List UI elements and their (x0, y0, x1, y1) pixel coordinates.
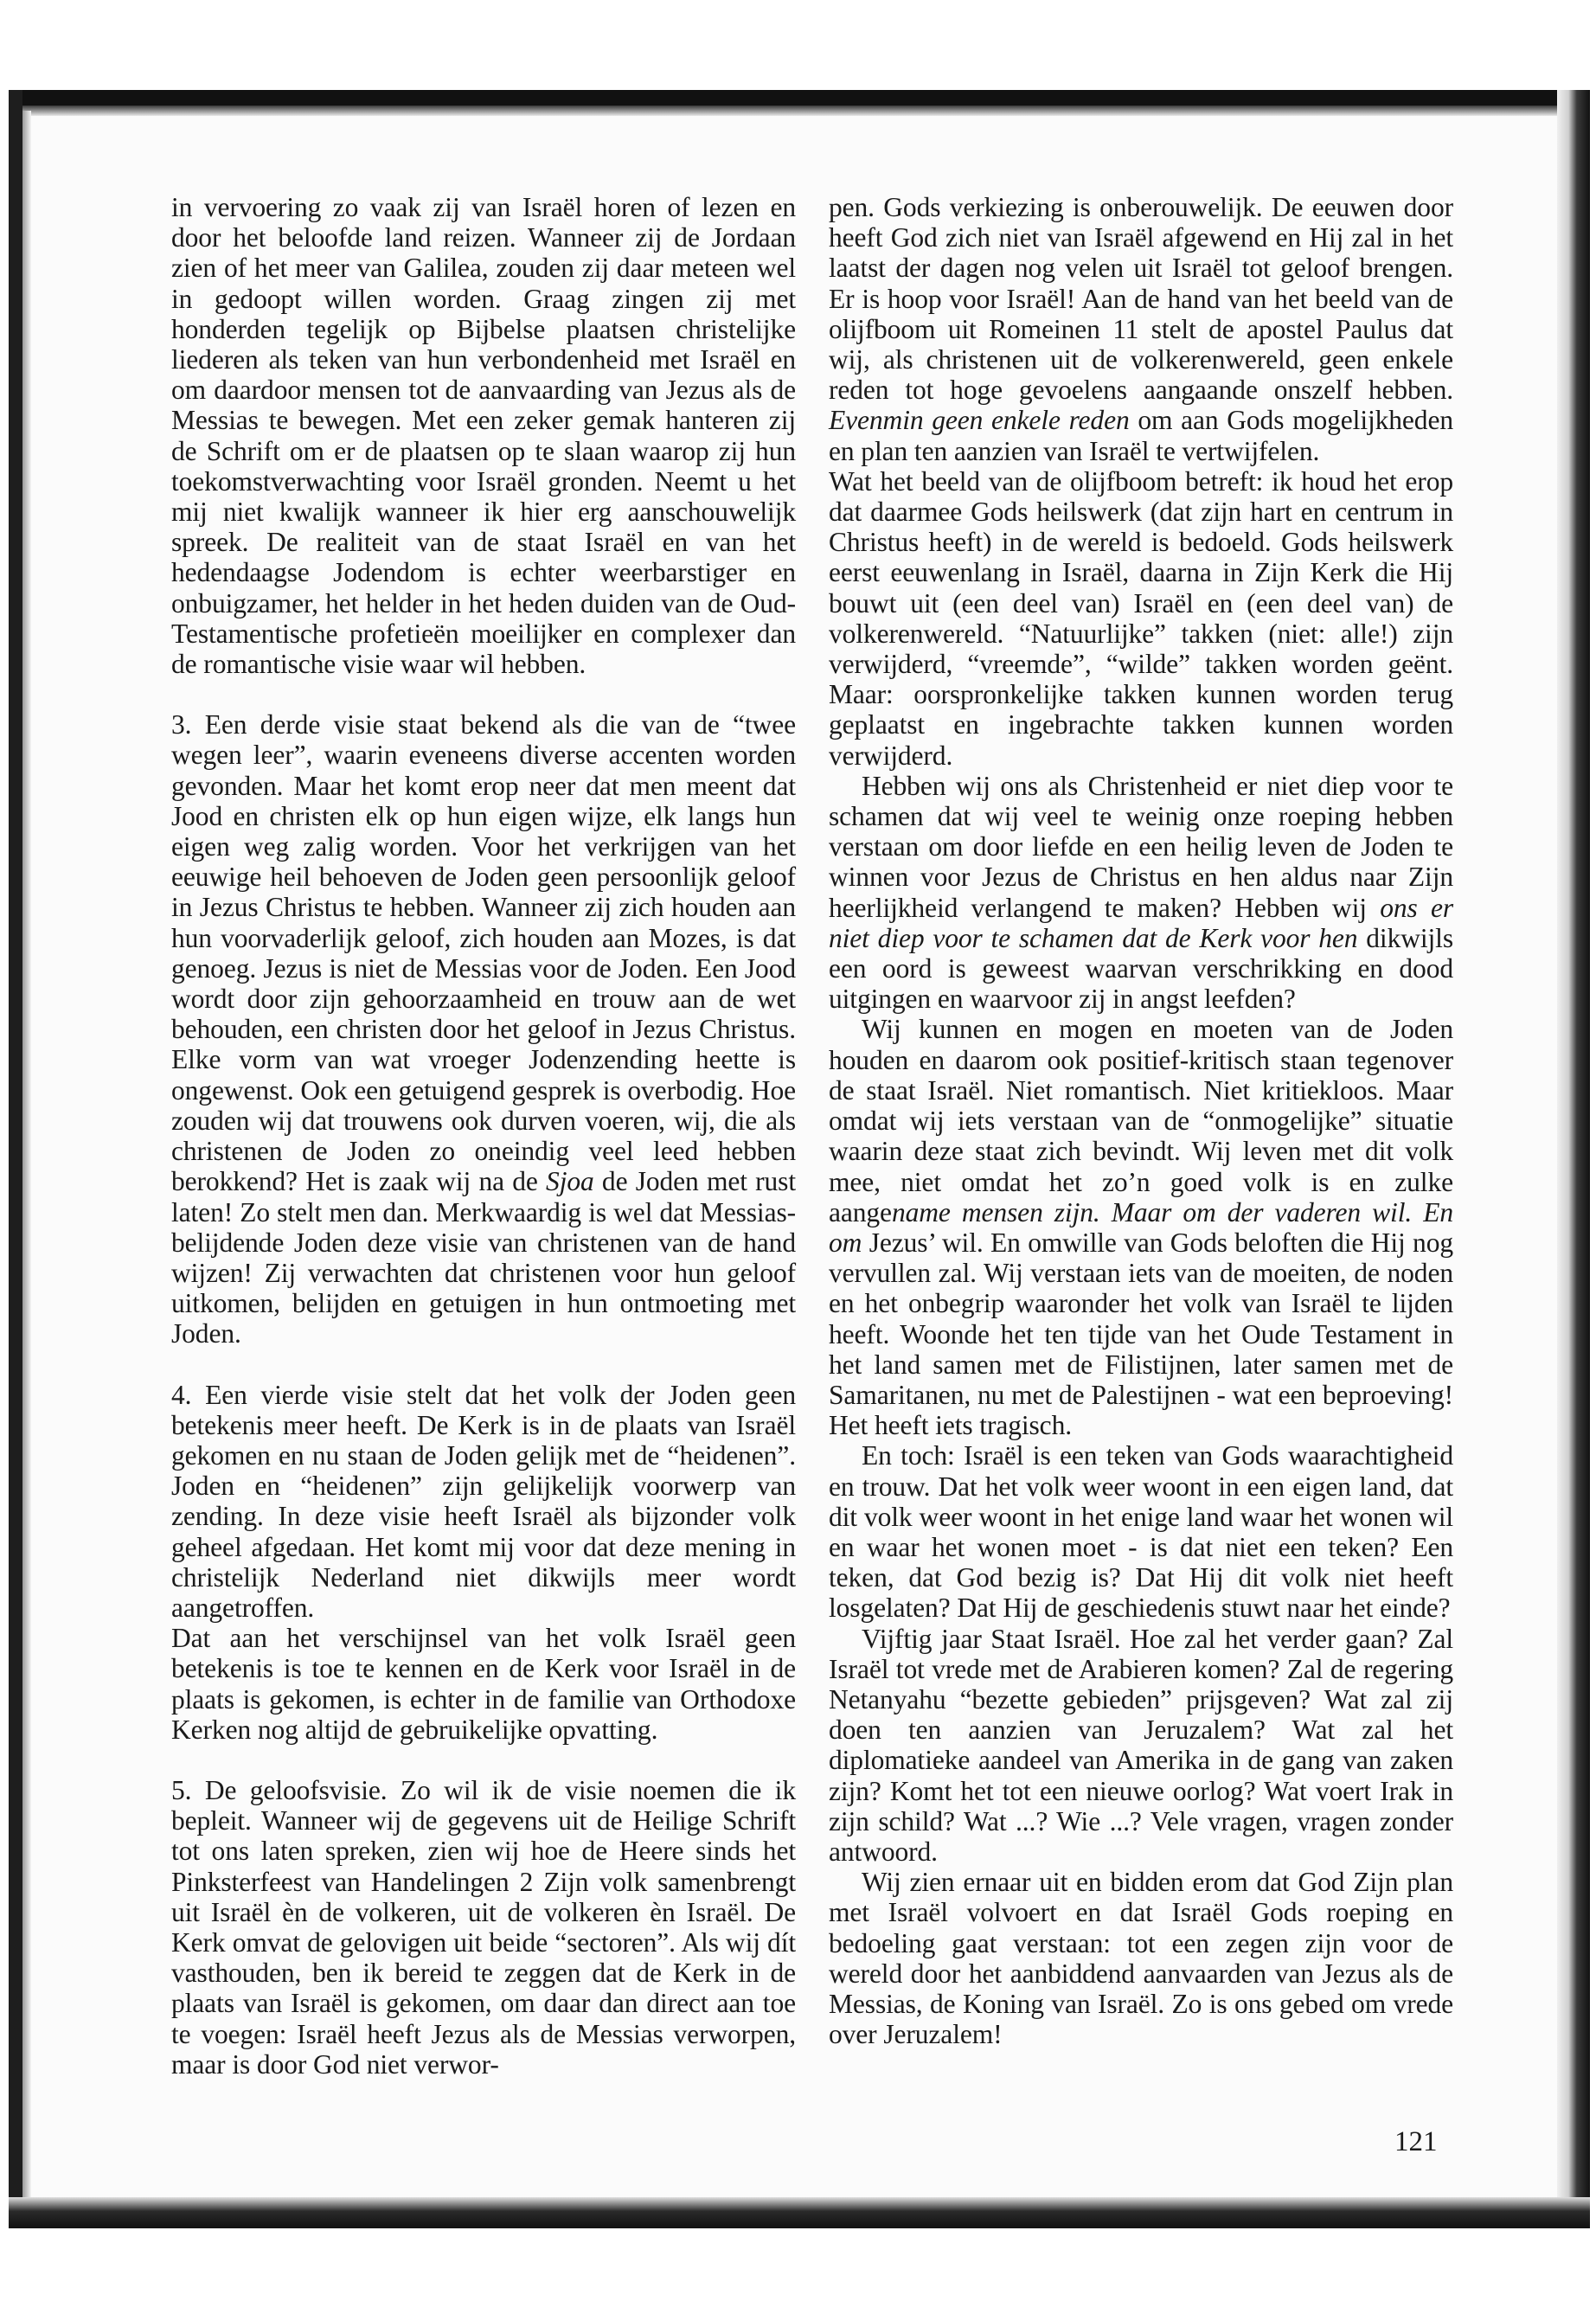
paragraph: in vervoering zo vaak zij van Israël horen of lezen en door het beloofde land reizen. Wanneer zij de Jordaan zien of het meer van Galilea, zouden zij daar meteen wel in gedoopt willen worden. Graag zingen zij met honderden tegelijk op Bijbelse plaatsen christelijke liederen als teken van hun verbondenheid met Israël en om daardoor mensen tot de aanvaarding van Jezus als de Messias te bewegen. Met een zeker gemak hanteren zij de Schrift om er de plaatsen op te slaan waarop zij hun toekomstverwachting voor Israël gronden. Neemt u het mij niet kwalijk wanneer ik hier erg aanschouwelijk spreek. De realiteit van de staat Israël en van het hedendaagse Jodendom is echter weerbarstiger en onbuigzamer, het helder in het heden duiden van de Oud-Testamentische profetieën moeilijker en complexer dan de romantische visie waar wil hebben. (171, 192, 796, 680)
paragraph-text: om aan Gods mogelijkheden en plan ten aanzien van Israël te vertwijfelen. (829, 405, 1453, 466)
paragraph-text: 3. Een derde visie staat bekend als die van de “twee wegen leer”, waarin eveneens diverse accenten worden gevonden. Maar het komt erop neer dat men meent dat Jood en christen elk op hun eigen wijze, elk langs hun eigen weg zalig worden. Voor het verkrijgen van het eeuwige heil behoeven de Joden geen persoonlijk geloof in Jezus Christus te hebben. Wanneer zij zich houden aan hun voorvaderlijk geloof, zich houden aan Mozes, is dat genoeg. Jezus is niet de Messias voor de Joden. Een Jood wordt door zijn gehoorzaamheid en trouw aan de wet behouden, een christen door het geloof in Jezus Christus. Elke vorm van wat vroeger Jodenzending heette is ongewenst. Ook een getuigend gesprek is overbodig. Hoe zouden wij dat trouwens ook durven voeren, wij, die als christenen de Joden zo oneindig veel leed hebben berokkend? Het is zaak wij na de (171, 709, 796, 1197)
paragraph: Wij zien ernaar uit en bidden erom dat God Zijn plan met Israël volvoert en dat Israël Gods roeping en bedoeling gaat verstaan: tot een zegen zijn voor de wereld door het aanbiddend aanvaarden van Jezus als de Messias, de Koning van Israël. Zo is ons gebed om vrede over Jeruzalem! (829, 1867, 1453, 2050)
paragraph: En toch: Israël is een teken van Gods waarachtigheid en trouw. Dat het volk weer woont in een eigen land, dat dit volk weer woont in het enige land waar het wonen wil en waar het wonen moet - is dat niet een teken? Een teken, dat God bezig is? Dat Hij dit volk niet heeft losgelaten? Dat Hij de geschiedenis stuwt naar het einde? (829, 1440, 1453, 1624)
paragraph-text: Jezus’ wil. En omwille van Gods beloften die Hij nog vervullen zal. Wij verstaan iets van de moeiten, de noden en het onbegrip waaronder het volk van Israël te lijden heeft. Woonde het ten tijde van het Oude Testament in het land samen met de Filistijnen, later samen met de Samaritanen, nu met de Palestijnen - wat een beproeving! Het heeft iets tragisch. (829, 1227, 1453, 1441)
paragraph-text: dikwijls een oord is geweest waarvan verschrikking en dood uitgingen en waarvoor zij in angst leefden? (829, 922, 1453, 1015)
paragraph-text: Hebben wij ons als Christenheid er niet diep voor te schamen dat wij veel te weinig onze roeping hebben verstaan om door liefde en een heilig leven de Joden te winnen voor Jezus de Christus en hen aldus naar Zijn heerlijkheid verlangend te maken? Hebben wij (829, 770, 1453, 923)
paragraph-text: pen. Gods verkiezing is onberouwelijk. De eeuwen door heeft God zich niet van Israël afgewend en Hij zal in het laatst der dagen nog velen uit Israël tot geloof brengen. Er is hoop voor Israël! Aan de hand van het beeld van de olijfboom uit Romeinen 11 stelt de apostel Paulus dat wij, als christenen uit de volkerenwereld, geen enkele reden tot hoge gevoelens aangaande onszelf hebben. (829, 192, 1453, 406)
right-column (829, 192, 1453, 2049)
italic-term: Sjoa (546, 1166, 594, 1197)
italic-text: Evenmin geen enkele reden (829, 405, 1130, 436)
paragraph: Dat aan het verschijnsel van het volk Israël geen betekenis is toe te kennen en de Kerk voor Israël in de plaats is gekomen, is echter in de familie van Orthodoxe Kerken nog altijd de gebruikelijke opvatting. (171, 1623, 796, 1745)
italic-text: ons er niet diep voor te schamen dat de Kerk voor hen (829, 892, 1453, 953)
paragraph: Vijftig jaar Staat Israël. Hoe zal het verder gaan? Zal Israël tot vrede met de Arabieren komen? Zal de regering Netanyahu “bezette gebieden” prijsgeven? Wat zal zij doen ten aanzien van Jeruzalem? Wat zal het diplomatieke aandeel van Amerika in de gang van zaken zijn? Komt het tot een nieuwe oorlog? Wat voert Irak in zijn schild? Wat ...? Wie ...? Vele vragen, vragen zonder antwoord. (829, 1623, 1453, 1867)
paragraph (829, 771, 1453, 1015)
left-column (171, 192, 796, 2080)
paragraph: Wat het beeld van de olijfboom betreft: ik houd het erop dat daarmee Gods heilswerk (dat zijn hart en centrum in Christus heeft) in de wereld is bedoeld. Gods heilswerk eerst eeuwenlang in Israël, daarna in Zijn Kerk die Hij bouwt uit (een deel van) Israël en (een deel van) de volkerenwereld. “Natuurlijke” takken (niet: alle!) zijn verwijderd, “vreemde”, “wilde” takken worden geënt. Maar: oorspronkelijke takken kunnen worden terug geplaatst en ingebrachte takken kunnen worden verwijderd. (829, 465, 1453, 771)
paragraph (829, 192, 1453, 466)
scan-border-left (9, 90, 22, 2227)
italic-text: name mensen zijn. Maar om der vaderen wil. En om (829, 1196, 1453, 1258)
page-number: 121 (1394, 2126, 1438, 2157)
paragraph-text: de Joden met rust laten! Zo stelt men dan. Merkwaardig is wel dat Messias-belijdende Joden deze visie van christenen van de hand wijzen! Zij verwachten dat christenen voor hun geloof uitkomen, belijden en getuigen in hun ontmoeting met Joden. (171, 1166, 796, 1349)
paragraph: 5. De geloofsvisie. Zo wil ik de visie noemen die ik bepleit. Wanneer wij de gegevens uit de Heilige Schrift tot ons laten spreken, zien wij hoe de Heere sinds het Pinksterfeest van Handelingen 2 Zijn volk samenbrengt uit Israël èn de volkeren, uit de volkeren èn Israël. De Kerk omvat de gelovigen uit beide “sectoren”. Als wij dít vasthouden, ben ik bereid te zeggen dat de Kerk in de plaats van Israël is gekomen, om daar dan direct aan toe te voegen: Israël heeft Jezus als de Messias verworpen, maar is door God niet verwor- (171, 1774, 796, 2080)
paragraph (829, 1014, 1453, 1440)
scan-border-bottom (9, 2197, 1590, 2228)
scan-border-left-shadow (22, 111, 31, 2221)
scan-border-right (1557, 90, 1590, 2227)
paragraph: 4. Een vierde visie stelt dat het volk der Joden geen betekenis meer heeft. De Kerk is in de plaats van Israël gekomen en nu staan de Joden gelijk met de “heidenen”. Joden en “heidenen” zijn gelijkelijk voorwerp van zending. In deze visie heeft Israël als bijzonder volk geheel afgedaan. Het komt mij voor dat deze mening in christelijk Nederland niet dikwijls meer wordt aangetroffen. (171, 1379, 796, 1623)
scan-border-top-shadow (9, 106, 1590, 116)
paragraph-text: Wij kunnen en mogen en moeten van de Joden houden en daarom ook positief-kritisch staan tegenover de staat Israël. Niet romantisch. Niet kritiekloos. Maar omdat wij iets verstaan van de “onmogelijke” situatie waarin deze staat zich bevindt. Wij leven met dit volk mee, niet omdat het zo’n goed volk is en zulke aange (829, 1014, 1453, 1227)
paragraph (171, 709, 796, 1349)
